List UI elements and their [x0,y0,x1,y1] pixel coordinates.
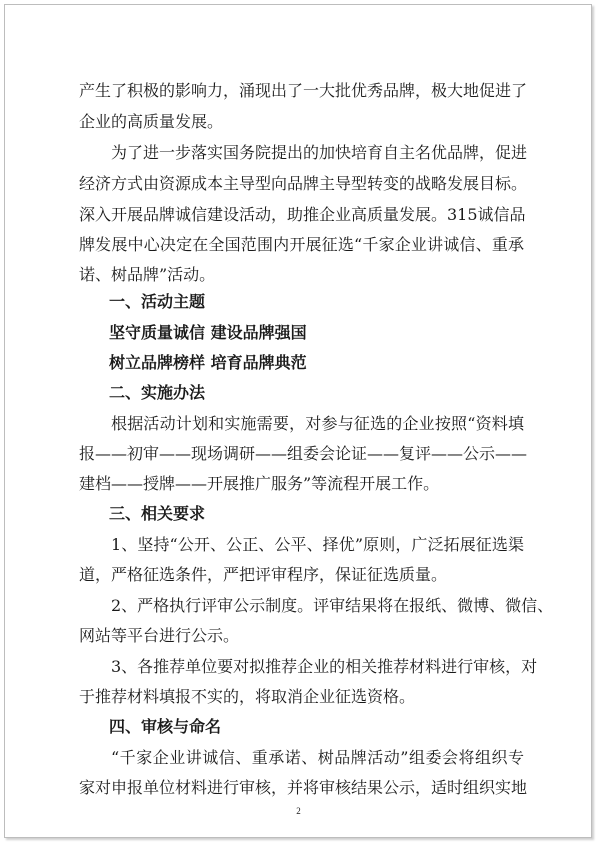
paragraph-line: 根据活动计划和实施需要，对参与征选的企业按照“资料填 [111,414,524,433]
page-number: 2 [296,806,301,816]
paragraph-line: 2、严格执行评审公示制度。评审结果将在报纸、微博、微信、 [111,596,554,615]
paragraph-line: 网站等平台进行公示。 [79,626,240,645]
paragraph-line: 于推荐材料填报不实的，将取消企业征选资格。 [79,687,416,706]
section-heading: 一、活动主题 [109,292,206,311]
paragraph-line: 诺、树品牌”活动。 [79,265,216,284]
paragraph-line: 产生了积极的影响力，涌现出了一大批优秀品牌，极大地促进了 [79,81,528,100]
paragraph-line: 深入开展品牌诚信建设活动，助推企业高质量发展。315诚信品 [79,205,526,224]
section-heading: 二、实施办法 [109,383,206,402]
paragraph-line: 报——初审——现场调研——组委会论证——复评——公示—— [79,444,528,463]
paragraph-line: 建档——授牌——开展推广服务”等流程开展工作。 [79,474,440,493]
paragraph-line: 家对申报单位材料进行审核，并将审核结果公示，适时组织实地 [79,778,528,797]
paragraph-line: 道，严格征选条件，严把评审程序，保证征选质量。 [79,565,448,584]
theme-line: 树立品牌榜样 培育品牌典范 [109,353,307,372]
paragraph-line: 3、各推荐单位要对拟推荐企业的相关推荐材料进行审核，对 [111,657,538,676]
paragraph-line: 经济方式由资源成本主导型向品牌主导型转变的战略发展目标。 [79,174,528,193]
paragraph-line: “千家企业讲诚信、重承诺、树品牌活动”组委会将组织专 [111,748,524,767]
paragraph-line: 为了进一步落实国务院提出的加快培育自主名优品牌，促进 [111,143,528,162]
section-heading: 四、审核与命名 [109,717,222,736]
paragraph-line: 牌发展中心决定在全国范围内开展征选“千家企业讲诚信、重承 [79,235,524,254]
paragraph-line: 1、坚持“公开、公正、公平、择优”原则，广泛拓展征选渠 [111,535,524,554]
paragraph-line: 企业的高质量发展。 [79,112,224,131]
section-heading: 三、相关要求 [109,504,206,523]
theme-line: 坚守质量诚信 建设品牌强国 [109,323,307,342]
